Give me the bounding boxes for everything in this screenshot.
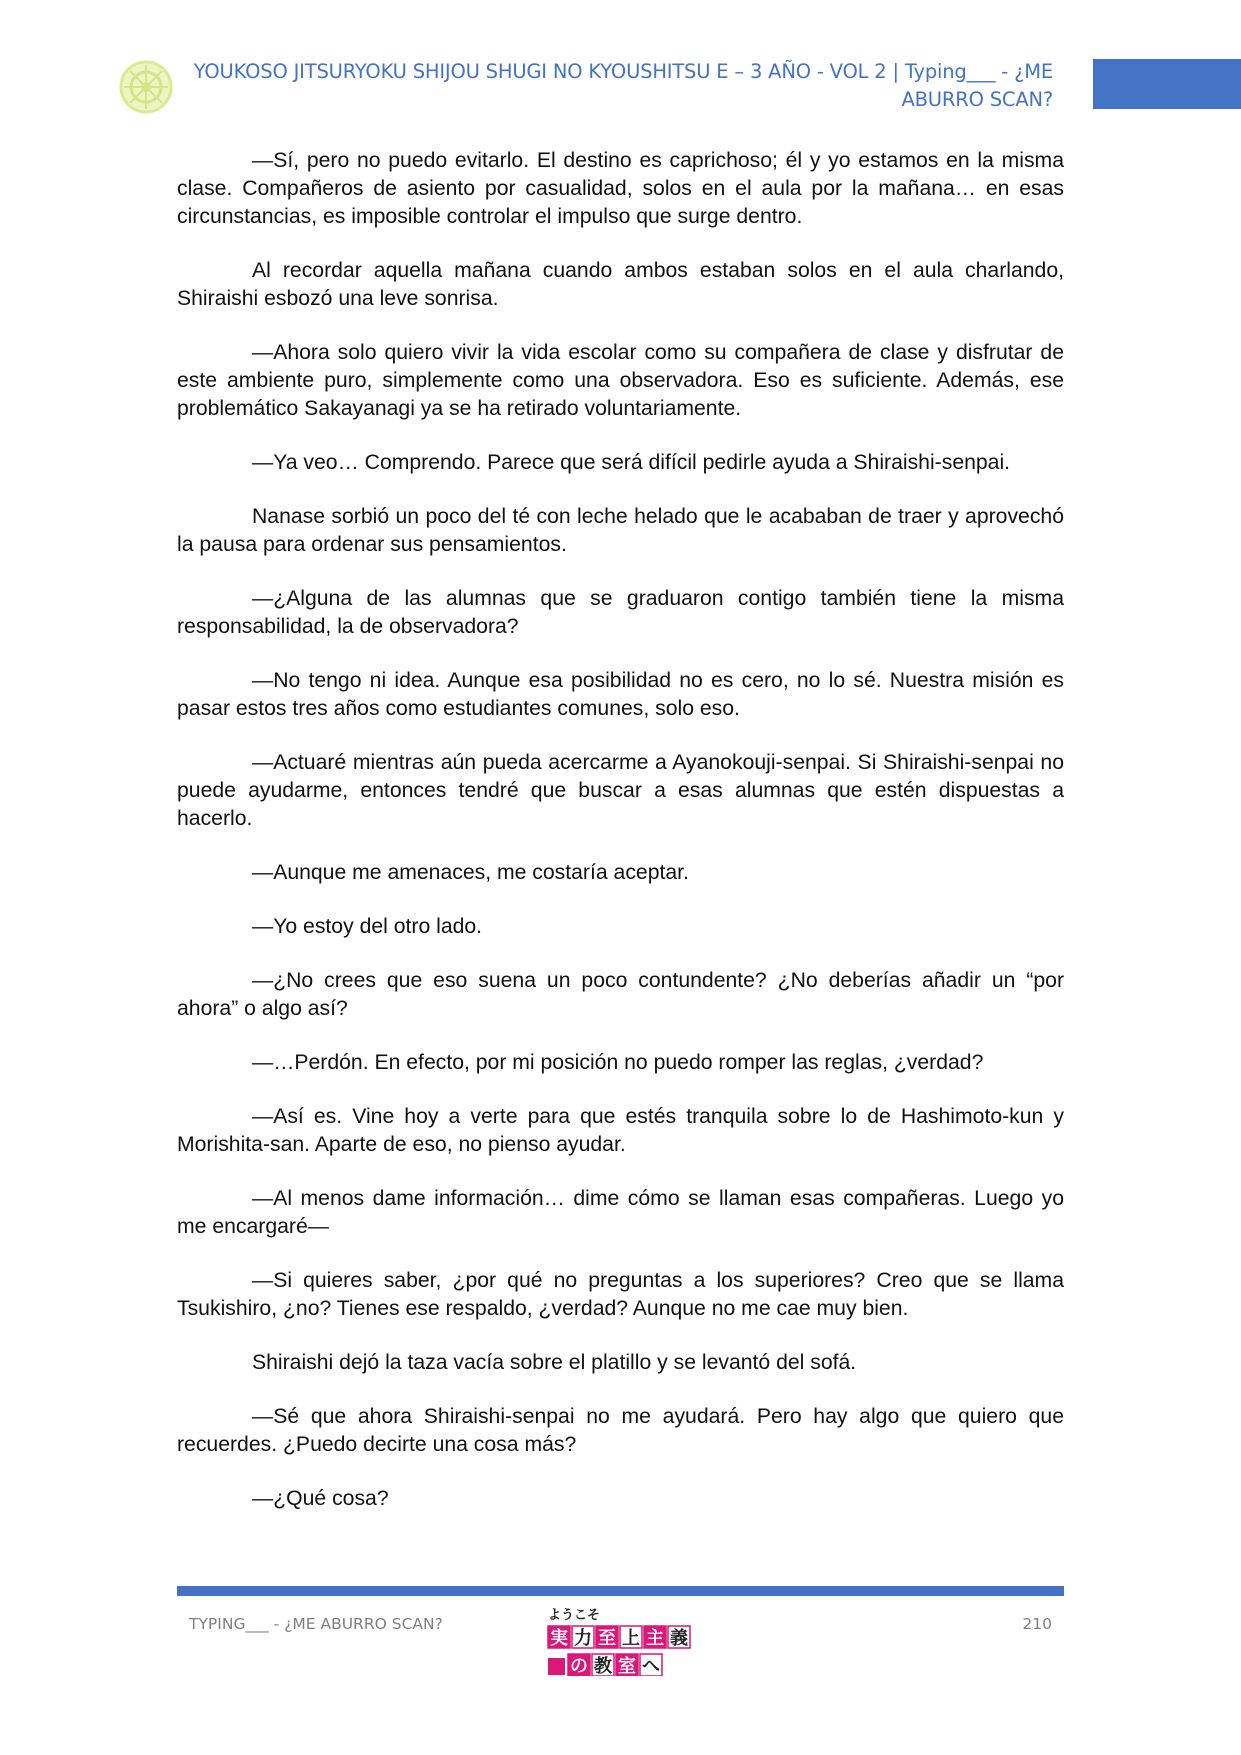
page-header-title (190, 58, 1053, 114)
page-number: 210 (1022, 1615, 1052, 1633)
paragraph: —…Perdón. En efecto, por mi posición no puedo romper las reglas, ¿verdad? (252, 1051, 984, 1074)
logo-char: 至 (598, 1628, 616, 1649)
scan-group-logo-icon (119, 60, 173, 114)
logo-char: 上 (622, 1628, 640, 1649)
footer-accent-bar (177, 1586, 1064, 1596)
paragraph: —¿Qué cosa? (252, 1487, 389, 1510)
paragraph: —No tengo ni idea. Aunque esa posibilidad no es cero, no lo sé. Nuestra misión es pasar estos tres años como estudiantes comunes, solo eso. (177, 669, 1064, 720)
logo-char: 室 (618, 1656, 636, 1676)
logo-char: 義 (670, 1628, 688, 1649)
footer-credit: TYPING___ - ¿ME ABURRO SCAN? (189, 1615, 443, 1633)
logo-top-text: ようこそ (548, 1608, 601, 1623)
logo-small-box (548, 1658, 565, 1675)
document-body (177, 147, 1064, 1539)
paragraph: —Yo estoy del otro lado. (252, 915, 483, 938)
paragraph: Nanase sorbió un poco del té con leche helado que le acababan de traer y aprovechó la pausa para ordenar sus pensamientos. (177, 505, 1064, 556)
paragraph: Al recordar aquella mañana cuando ambos estaban solos en el aula charlando, Shiraishi esbozó una leve sonrisa. (177, 259, 1064, 310)
paragraph: —Si quieres saber, ¿por qué no preguntas a los superiores? Creo que se llama Tsukishiro, ¿no? Tienes ese respaldo, ¿verdad? Aunque no me cae muy bien. (177, 1269, 1064, 1320)
paragraph: —¿No crees que eso suena un poco contundente? ¿No deberías añadir un “por ahora” o algo así? (177, 969, 1064, 1020)
paragraph: —Ahora solo quiero vivir la vida escolar como su compañera de clase y disfrutar de este ambiente puro, simplemente como una observadora. Eso es suficiente. Además, ese problemático Sakayanagi ya se ha retirado voluntariamente. (177, 341, 1064, 420)
paragraph: Shiraishi dejó la taza vacía sobre el platillo y se levantó del sofá. (252, 1351, 857, 1374)
logo-char: 実 (550, 1628, 568, 1649)
paragraph: —Aunque me amenaces, me costaría aceptar. (252, 861, 689, 884)
logo-char: 主 (646, 1628, 664, 1649)
logo-char: 教 (594, 1656, 612, 1676)
paragraph: —Sé que ahora Shiraishi-senpai no me ayudará. Pero hay algo que quiero que recuerdes. ¿Puedo decirte una cosa más? (177, 1405, 1064, 1456)
logo-char: へ (642, 1656, 660, 1676)
paragraph: —Al menos dame información… dime cómo se llaman esas compañeras. Luego yo me encargaré— (177, 1187, 1064, 1238)
paragraph: —¿Alguna de las alumnas que se graduaron contigo también tiene la misma responsabilidad, la de observadora? (177, 587, 1064, 638)
logo-char: の (570, 1656, 588, 1676)
paragraph: —Sí, pero no puedo evitarlo. El destino es caprichoso; él y yo estamos en la misma clase. Compañeros de asiento por casualidad, solos en el aula por la mañana… en esas circunstancias, es imposible controlar el impulso que surge dentro. (177, 149, 1064, 228)
header-title-line-2: ABURRO SCAN? (901, 88, 1053, 111)
logo-char: 力 (574, 1628, 592, 1649)
paragraph: —Actuaré mientras aún pueda acercarme a Ayanokouji-senpai. Si Shiraishi-senpai no puede ayudarme, entonces tendré que buscar a esas alumnas que estén dispuestas a hacerlo. (177, 751, 1064, 830)
header-title-line-1: YOUKOSO JITSURYOKU SHIJOU SHUGI NO KYOUSHITSU E – 3 AÑO - VOL 2 | Typing___ - ¿ME (193, 60, 1053, 83)
header-accent-bar (1093, 59, 1241, 109)
paragraph: —Así es. Vine hoy a verte para que estés tranquila sobre lo de Hashimoto-kun y Morishita-san. Aparte de eso, no pienso ayudar. (177, 1105, 1064, 1156)
series-logo-icon (546, 1604, 694, 1676)
paragraph: —Ya veo… Comprendo. Parece que será difícil pedirle ayuda a Shiraishi-senpai. (252, 451, 1011, 474)
